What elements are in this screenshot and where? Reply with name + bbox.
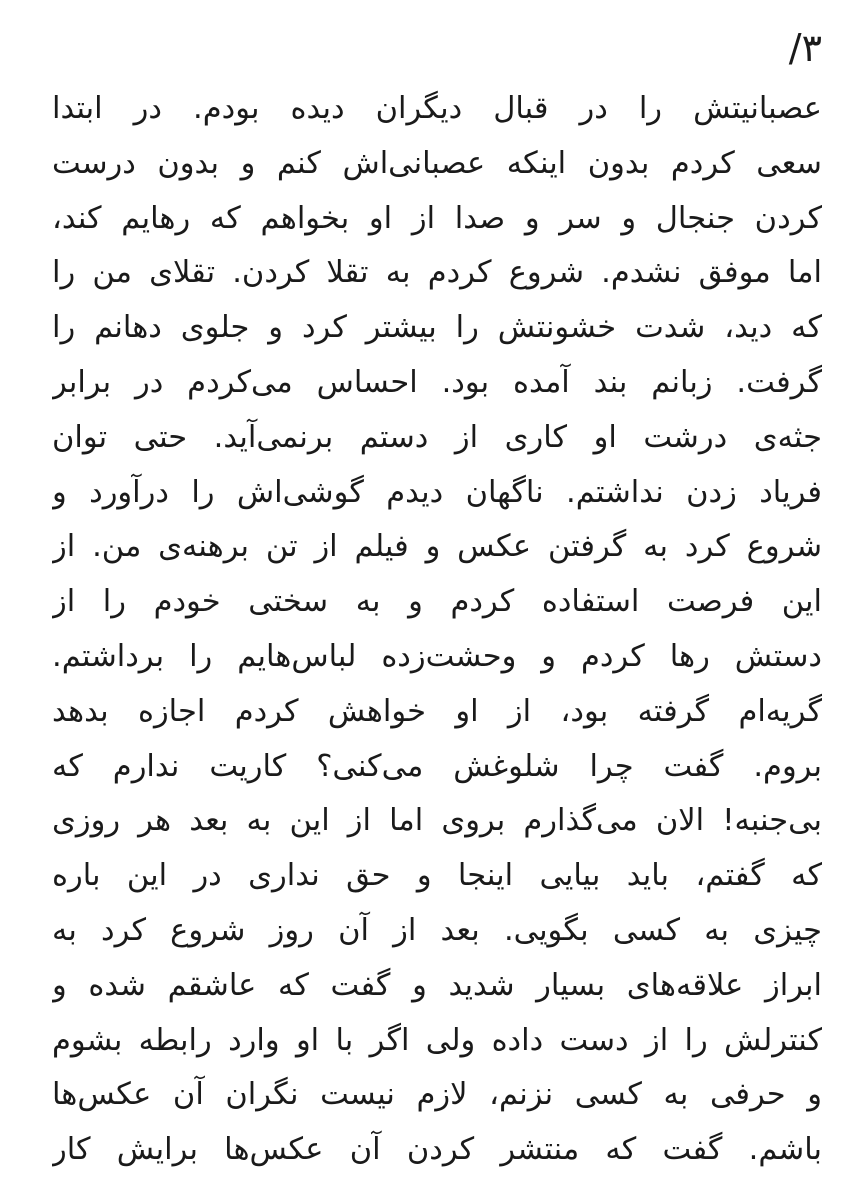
text-line: که گفتم، باید بیایی اینجا و حق نداری در این باره: [52, 858, 822, 894]
text-line: چیزی به کسی بگویی. بعد از آن روز شروع کرد به: [52, 912, 822, 948]
text-line: و حرفی به کسی نزنم، لازم نیست نگران آن عکس‌ها: [52, 1077, 822, 1113]
text-line: دستش رها کردم و وحشت‌زده لباس‌هایم را برداشتم.: [52, 638, 822, 674]
text-line: فریاد زدن نداشتم. ناگهان دیدم گوشی‌اش را درآورد و: [52, 474, 822, 510]
text-line: بروم. گفت چرا شلوغش می‌کنی؟ کاریت ندارم که: [52, 748, 822, 784]
text-line: کردن جنجال و سر و صدا از او بخواهم که رهایم کند،: [52, 200, 822, 236]
text-line: این فرصت استفاده کردم و به سختی خودم را از: [52, 584, 822, 620]
text-line: جثه‌ی درشت او کاری از دستم برنمی‌آید. حتی توان: [52, 419, 822, 455]
text-line: اما موفق نشدم. شروع کردم به تقلا کردن. تقلای من را: [52, 255, 822, 291]
text-line: شروع کرد به گرفتن عکس و فیلم از تن برهنه‌ی من. از: [52, 529, 822, 565]
text-line: که دید، شدت خشونتش را بیشتر کرد و جلوی دهانم را: [52, 310, 822, 346]
text-line: عصبانیتش را در قبال دیگران دیده بودم. در ابتدا: [52, 91, 822, 126]
page-number: ۳/: [788, 26, 822, 70]
text-line: سعی کردم بدون اینکه عصبانی‌اش کنم و بدون درست: [52, 145, 822, 181]
text-line: ابراز علاقه‌های بسیار شدید و گفت که عاشقم شده و: [52, 967, 822, 1003]
text-line: کنترلش را از دست داده ولی اگر با او وارد رابطه بشوم: [52, 1022, 822, 1058]
text-line: بی‌جنبه! الان می‌گذارم بروی اما از این به بعد هر روزی: [52, 803, 822, 839]
text-line: گرفت. زبانم بند آمده بود. احساس می‌کردم در برابر: [52, 364, 822, 400]
body-text: [52, 82, 822, 1178]
text-line: گریه‌ام گرفته بود، از او خواهش کردم اجازه بدهد: [52, 693, 822, 729]
text-line: باشم. گفت که منتشر کردن آن عکس‌ها برایش کار: [52, 1132, 822, 1168]
